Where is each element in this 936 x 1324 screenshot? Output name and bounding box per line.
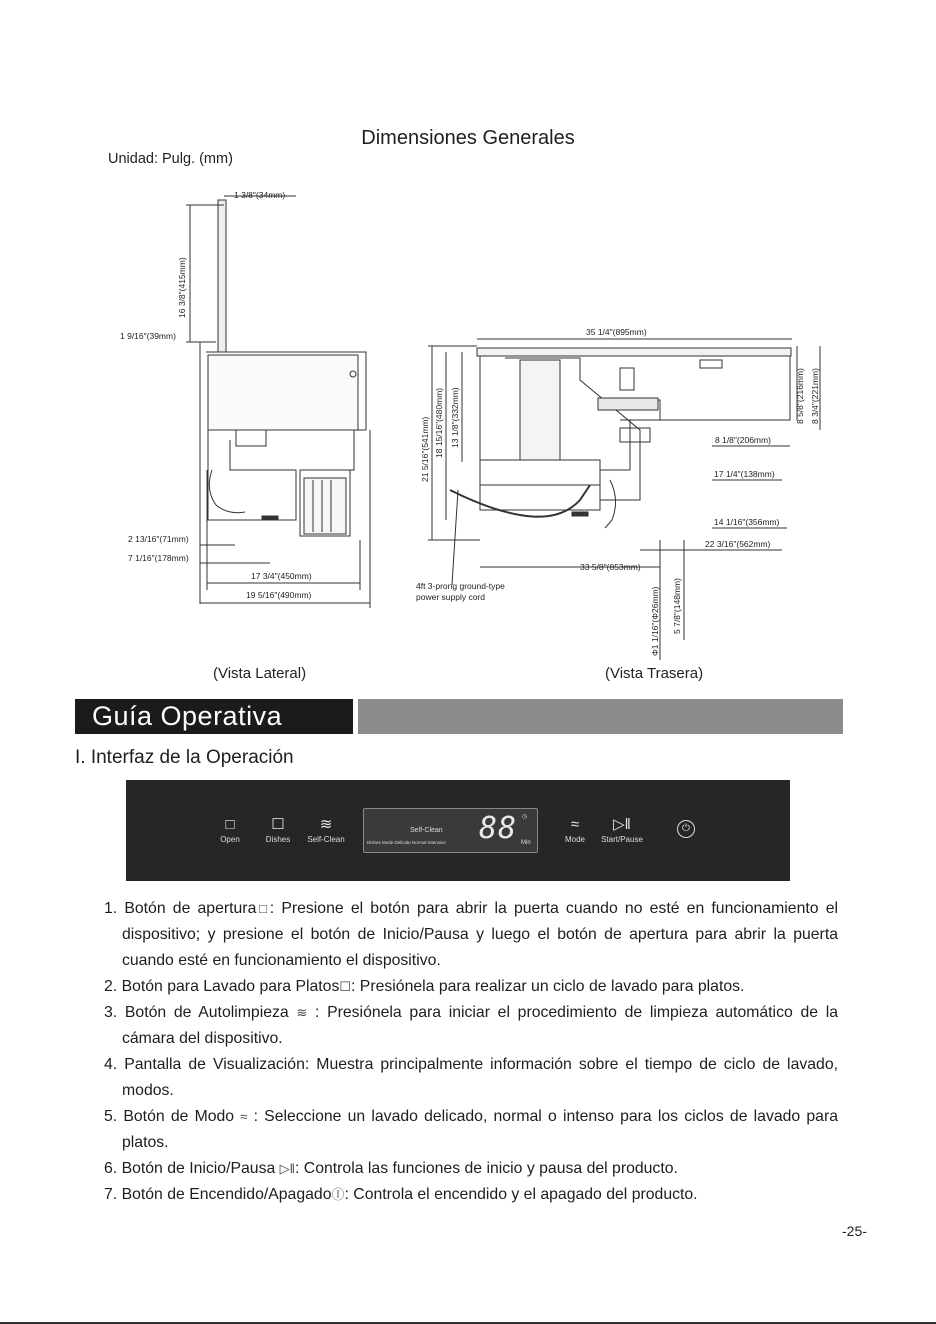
power-button[interactable] xyxy=(677,820,695,838)
open-label: Open xyxy=(220,835,240,844)
rear-view-drawing xyxy=(428,339,820,660)
start-pause-button[interactable] xyxy=(592,816,652,844)
dim-top-depth: 1 3/8"(34mm) xyxy=(234,190,286,200)
dim-h-332: 13 1/8"(332mm) xyxy=(450,387,460,448)
dim-w-356: 14 1/16"(356mm) xyxy=(714,517,780,527)
dim-w-206: 8 1/8"(206mm) xyxy=(715,435,771,445)
dim-drain-height: 2 13/16"(71mm) xyxy=(128,534,189,544)
lcd-min: Min xyxy=(521,840,531,846)
list-item: 6. Botón de Inicio/Pausa ▷‖: Controla las funciones de inicio y pausa del producto. xyxy=(104,1160,678,1177)
dim-r-216: 8 5/8"(216mm) xyxy=(795,368,805,424)
display-screen xyxy=(363,808,538,853)
clock-icon: ◷ xyxy=(522,814,528,820)
self-clean-label: Self-Clean xyxy=(307,835,345,844)
dim-d-148: 5 7/8"(148mm) xyxy=(672,578,682,634)
dim-d-26: Φ1 1/16"(Φ26mm) xyxy=(650,586,660,656)
start-pause-label: Start/Pause xyxy=(601,835,643,844)
open-door-icon: □ xyxy=(256,901,270,916)
dim-w-853: 33 5/8"(853mm) xyxy=(580,562,641,572)
lcd-digits: 88 xyxy=(479,811,518,846)
mode-label: Mode xyxy=(564,835,585,844)
control-panel xyxy=(126,780,790,881)
page-number: -25- xyxy=(842,1223,867,1239)
mode-icon: ≈ xyxy=(570,816,580,833)
play-pause-icon: ▷‖ xyxy=(279,1161,296,1176)
mode-icon: ≈ xyxy=(240,1109,248,1124)
dim-lid-offset: 1 9/16"(39mm) xyxy=(120,331,176,341)
dishes-icon: ☐ xyxy=(339,979,352,994)
side-view-drawing xyxy=(186,196,370,608)
self-clean-button[interactable] xyxy=(296,816,356,844)
dim-width-total: 35 1/4"(895mm) xyxy=(586,327,647,337)
dim-w-138: 17 1/4"(138mm) xyxy=(714,469,775,479)
self-clean-icon: ≋ xyxy=(296,1005,308,1020)
cord-label-1: 4ft 3-prong ground-type xyxy=(416,581,505,591)
dim-bottom-height: 7 1/16"(178mm) xyxy=(128,553,189,563)
open-door-icon: □ xyxy=(225,816,235,833)
power-icon: Ⓘ xyxy=(331,1187,345,1202)
dim-lid-height: 16 3/8"(415mm) xyxy=(177,257,187,318)
unit-label: Unidad: Pulg. (mm) xyxy=(108,151,233,167)
dim-w-562: 22 3/16"(562mm) xyxy=(705,539,771,549)
list-item: 4. Pantalla de Visualización: Muestra principalmente información sobre el tiempo de ciclo de lavado, modos. xyxy=(104,1056,838,1099)
dim-depth-inner: 17 3/4"(450mm) xyxy=(251,571,312,581)
self-clean-icon: ≋ xyxy=(319,816,333,833)
lcd-modes: Dishes Mode Delicate Normal Intensive xyxy=(367,840,446,845)
rear-view-caption: (Vista Trasera) xyxy=(605,665,704,682)
dishes-label: Dishes xyxy=(265,835,291,844)
banner-grey xyxy=(358,699,843,734)
play-pause-icon: ▷‖ xyxy=(613,816,631,833)
dim-depth-total: 19 5/16"(490mm) xyxy=(246,590,312,600)
page-title: Dimensiones Generales xyxy=(361,127,575,149)
dim-r-221: 8 3/4"(221mm) xyxy=(810,368,820,424)
lcd-self-clean: Self-Clean xyxy=(410,827,443,834)
list-item: 2. Botón para Lavado para Platos☐: Presiónela para realizar un ciclo de lavado para platos. xyxy=(104,978,745,995)
dim-h-541: 21 5/16"(541mm) xyxy=(420,416,430,482)
dim-h-480: 18 15/16"(480mm) xyxy=(434,387,444,458)
list-item: 5. Botón de Modo ≈ : Seleccione un lavado delicado, normal o intenso para los ciclos de lavado para platos. xyxy=(104,1108,839,1151)
list-item: 3. Botón de Autolimpieza ≋ : Presiónela para iniciar el procedimiento de limpieza automático de la cámara del dispositivo. xyxy=(104,1004,839,1047)
dishes-icon: ☐ xyxy=(271,816,285,833)
section-heading: I. Interfaz de la Operación xyxy=(75,747,294,768)
power-icon: ⏻ xyxy=(682,823,690,834)
instructions-list xyxy=(104,896,838,1208)
banner-title: Guía Operativa xyxy=(92,701,283,731)
list-item: 7. Botón de Encendido/ApagadoⒾ: Controla el encendido y el apagado del producto. xyxy=(104,1186,698,1203)
cord-label-2: power supply cord xyxy=(416,592,485,602)
list-item: 1. Botón de apertura□: Presione el botón para abrir la puerta cuando no esté en funcionamiento el dispositivo; y presione el botón de Inicio/Pausa y luego el botón de apertura para abrir la puerta cuando esté en funcionamiento el dispositivo. xyxy=(104,900,839,969)
side-view-caption: (Vista Lateral) xyxy=(213,665,307,682)
